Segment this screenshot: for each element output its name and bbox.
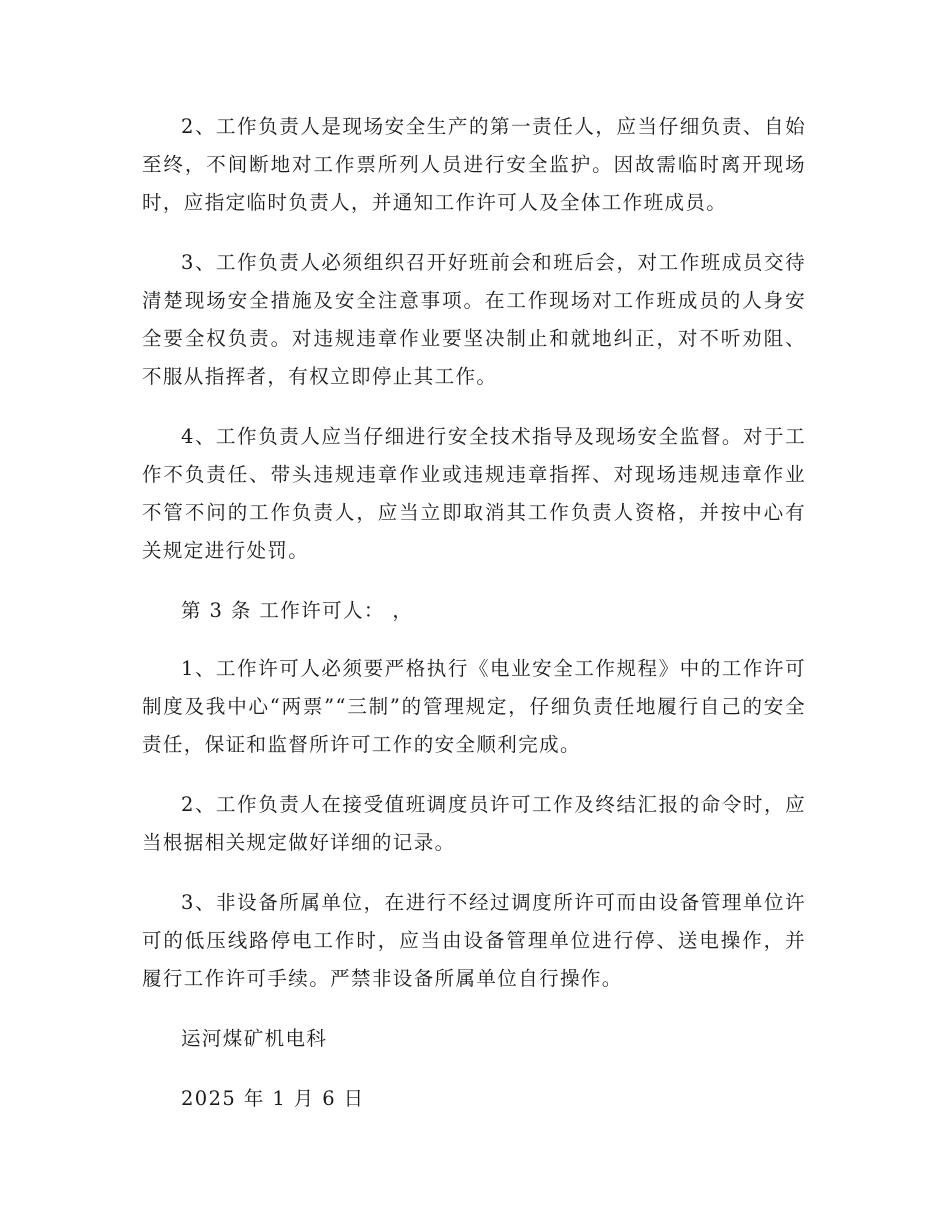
- paragraph-duty-2: 2、工作负责人是现场安全生产的第一责任人，应当仔细负责、自始至终，不间断地对工作票所列人员进行安全监护。因故需临时离开现场时，应指定临时负责人，并通知工作许可人及全体工作班成员。: [142, 115, 806, 214]
- paragraph-permit-3: 3、非设备所属单位，在进行不经过调度所许可而由设备管理单位许可的低压线路停电工作时，应当由设备管理单位进行停、送电操作，并履行工作许可手续。严禁非设备所属单位自行操作。: [142, 891, 806, 990]
- paragraph-permit-1: 1、工作许可人必须要严格执行《电业安全工作规程》中的工作许可制度及我中心“两票”“三制”的管理规定，仔细负责任地履行自己的安全责任，保证和监督所许可工作的安全顺利完成。: [142, 657, 806, 756]
- signature-date: 2025 年 1 月 6 日: [181, 1087, 365, 1110]
- signature-organization: 运河煤矿机电科: [181, 1027, 328, 1050]
- paragraph-duty-4: 4、工作负责人应当仔细进行安全技术指导及现场安全监督。对于工作不负责任、带头违规违章作业或违规违章指挥、对现场违规违章作业不管不问的工作负责人，应当立即取消其工作负责人资格，并按中心有关规定进行处罚。: [142, 425, 806, 562]
- paragraph-duty-3: 3、工作负责人必须组织召开好班前会和班后会，对工作班成员交待清楚现场安全措施及安全注意事项。在工作现场对工作班成员的人身安全要全权负责。对违规违章作业要坚决制止和就地纠正，对不听劝阻、不服从指挥者，有权立即停止其工作。: [142, 251, 806, 388]
- document-body: [142, 108, 806, 1140]
- article-3-heading: 第 3 条 工作许可人： ，: [181, 599, 414, 622]
- paragraph-permit-2: 2、工作负责人在接受值班调度员许可工作及终结汇报的命令时，应当根据相关规定做好详细的记录。: [142, 793, 806, 854]
